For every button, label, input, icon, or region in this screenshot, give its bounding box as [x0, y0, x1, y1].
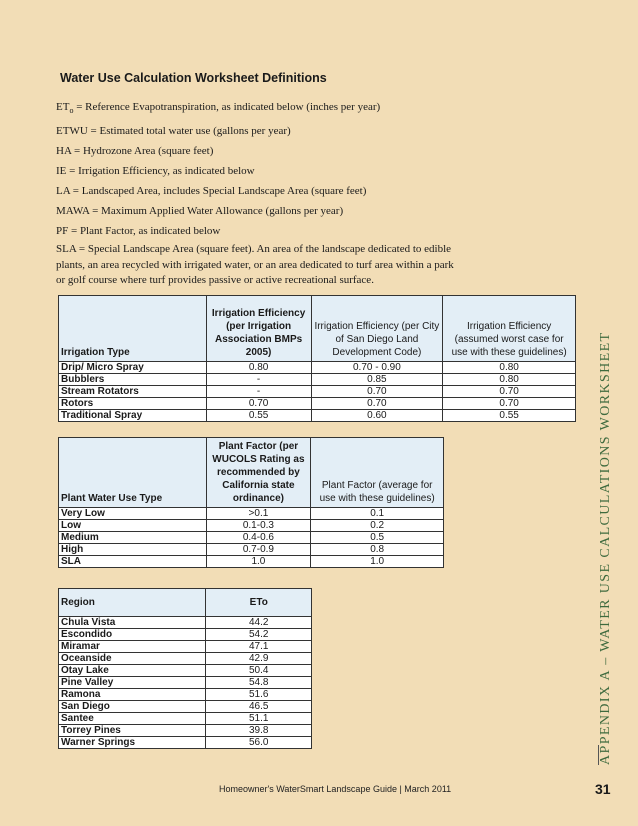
- definitions-list: [56, 98, 456, 291]
- table-row: Stream Rotators - 0.70 0.70: [59, 386, 576, 398]
- column-header: Plant Factor (per WUCOLS Rating as recommended by California state ordinance): [206, 438, 311, 508]
- table-row: Ramona 51.6: [59, 689, 312, 701]
- appendix-sidebar-title: APPENDIX A – WATER USE CALCULATIONS WORKSHEET: [598, 331, 613, 765]
- plant-factor-table: [58, 437, 444, 568]
- table-row: Bubblers - 0.85 0.80: [59, 374, 576, 386]
- table-row: Warner Springs 56.0: [59, 737, 312, 749]
- table-row: Miramar 47.1: [59, 641, 312, 653]
- column-header: Irrigation Type: [59, 296, 207, 362]
- table-row: Santee 51.1: [59, 713, 312, 725]
- table-header-row: [59, 589, 312, 617]
- page-number: 31: [595, 781, 611, 797]
- table-row: Very Low >0.1 0.1: [59, 508, 444, 520]
- table-header-row: [59, 296, 576, 362]
- table-row: SLA 1.0 1.0: [59, 556, 444, 568]
- irrigation-efficiency-table: [58, 295, 576, 422]
- column-header: Irrigation Efficiency (per Irrigation Association BMPs 2005): [206, 296, 311, 362]
- table-row: San Diego 46.5: [59, 701, 312, 713]
- table-row: Medium 0.4-0.6 0.5: [59, 532, 444, 544]
- table-row: Chula Vista 44.2: [59, 617, 312, 629]
- table-row: High 0.7-0.9 0.8: [59, 544, 444, 556]
- table-row: Oceanside 42.9: [59, 653, 312, 665]
- worksheet-heading: Water Use Calculation Worksheet Definitions: [60, 71, 327, 85]
- region-eto-table: [58, 588, 312, 749]
- definition-etwu: ETWU = Estimated total water use (gallons per year): [56, 125, 291, 138]
- column-header: Plant Factor (average for use with these guidelines): [311, 438, 444, 508]
- definition-eto: $ET_o$ = Reference Evapotranspiration, as indicated below (inches per year): [56, 101, 381, 116]
- column-header: Irrigation Efficiency (per City of San Diego Land Development Code): [311, 296, 443, 362]
- table-row: Rotors 0.70 0.70 0.70: [59, 398, 576, 410]
- table-row: Low 0.1-0.3 0.2: [59, 520, 444, 532]
- page-footer: Homeowner's WaterSmart Landscape Guide | March 2011: [219, 784, 452, 794]
- definition-mawa: MAWA = Maximum Applied Water Allowance (gallons per year): [56, 205, 344, 218]
- table-row: Torrey Pines 39.8: [59, 725, 312, 737]
- table-header-row: [59, 438, 444, 508]
- definition-ha: HA = Hydrozone Area (square feet): [56, 145, 214, 158]
- column-header: Plant Water Use Type: [59, 438, 207, 508]
- column-header: Irrigation Efficiency (assumed worst case for use with these guidelines): [443, 296, 576, 362]
- definition-ie: IE = Irrigation Efficiency, as indicated below: [56, 165, 255, 178]
- definition-la: LA = Landscaped Area, includes Special Landscape Area (square feet): [56, 185, 367, 198]
- definition-sla: SLA = Special Landscape Area (square feet). An area of the landscape dedicated to edible plants, an area recycled with irrigated water, or an area dedicated to turf area within a park or golf course where turf provides passive or active recreational surface.: [56, 243, 454, 287]
- table-row: Pine Valley 54.8: [59, 677, 312, 689]
- definition-pf: PF = Plant Factor, as indicated below: [56, 225, 221, 238]
- table-row: Drip/ Micro Spray 0.80 0.70 - 0.90 0.80: [59, 362, 576, 374]
- table-row: Traditional Spray 0.55 0.60 0.55: [59, 410, 576, 422]
- table-row: Otay Lake 50.4: [59, 665, 312, 677]
- table-row: Escondido 54.2: [59, 629, 312, 641]
- column-header: ETo: [206, 589, 312, 617]
- column-header: Region: [59, 589, 206, 617]
